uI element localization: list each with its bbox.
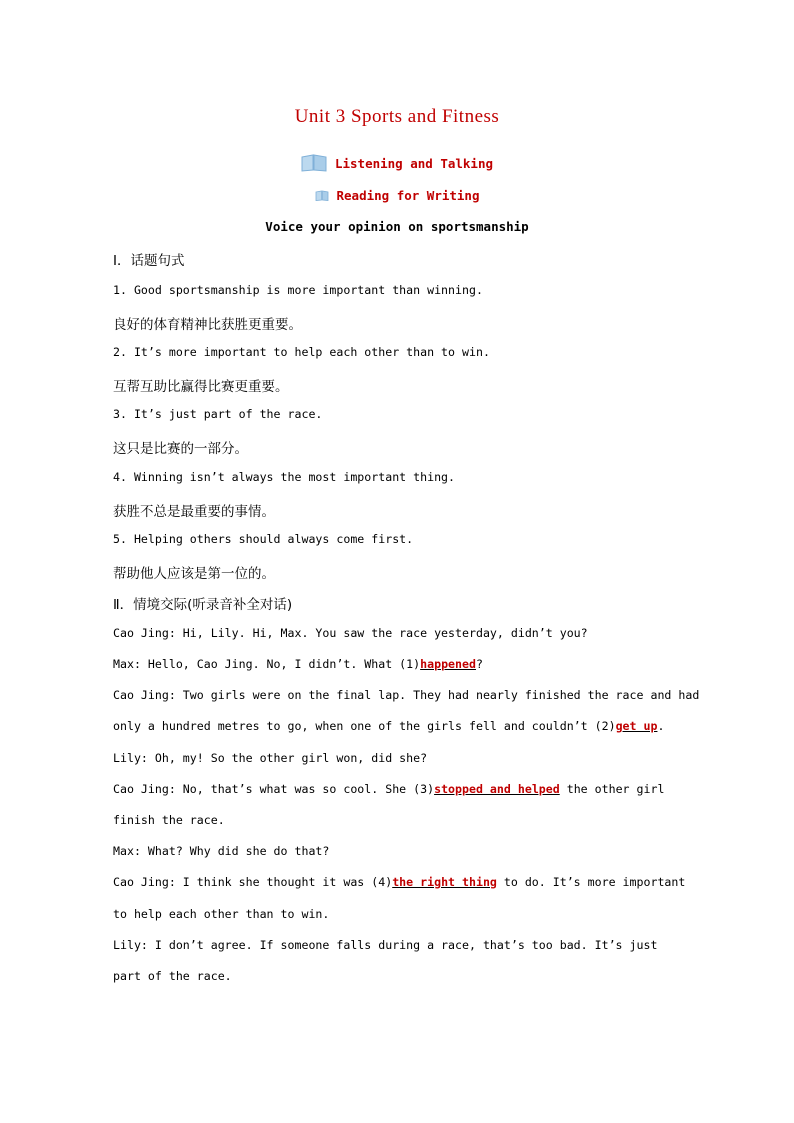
dialogue-line: part of the race. [113,969,232,983]
dialogue-line: Lily: I don’t agree. If someone falls during a race, that’s too bad. It’s just [113,938,658,952]
dialogue-text: ? [475,657,483,671]
sentence-en: 3. It’s just part of the race. [113,407,323,421]
book-icon [315,189,329,204]
dialogue-text: Cao Jing: No, that’s what was so cool. She (3) [113,782,435,796]
dialogue-text: to do. It’s more important [496,875,686,889]
sentence-cn: 获胜不总是最重要的事情。 [113,504,275,520]
section2-heading: Ⅱ．情境交际(听录音补全对话) [113,597,293,613]
dialogue-text: Max: Hello, Cao Jing. No, I didn’t. What (1) [113,657,421,671]
subtitle-listening-text: Listening and Talking [334,156,494,171]
topic-heading: Voice your opinion on sportsmanship [265,219,529,234]
dialogue-line [113,875,685,889]
subtitle-listening [0,154,794,175]
sentence-en: 4. Winning isn’t always the most important thing. [113,470,456,484]
dialogue-text: only a hundred metres to go, when one of the girls fell and couldn’t (2) [113,719,616,733]
dialogue-text: . [657,719,665,733]
dialogue-line: Cao Jing: Two girls were on the final lap. They had nearly finished the race and had [113,688,700,702]
sentence-cn: 帮助他人应该是第一位的。 [113,566,275,582]
subtitle-reading-text: Reading for Writing [336,188,480,203]
sentence-cn: 这只是比赛的一部分。 [113,441,248,457]
sentence-cn: 良好的体育精神比获胜更重要。 [113,317,302,333]
dialogue-text: Cao Jing: I think she thought it was (4) [113,875,393,889]
answer-3: stopped and helped [434,782,560,796]
dialogue-line: Cao Jing: Hi, Lily. Hi, Max. You saw the race yesterday, didn’t you? [113,626,588,640]
answer-4: the right thing [392,875,497,889]
answer-1: happened [420,657,476,671]
subtitle-reading [0,188,794,204]
page-title: Unit 3 Sports and Fitness [294,106,500,127]
sentence-en: 5. Helping others should always come first. [113,532,414,546]
dialogue-line [113,782,664,796]
dialogue-line: Max: What? Why did she do that? [113,844,330,858]
sentence-en: 2. It’s more important to help each other than to win. [113,345,490,359]
section1-heading: Ⅰ．话题句式 [113,253,185,269]
dialogue-line: Lily: Oh, my! So the other girl won, did she? [113,751,428,765]
sentence-cn: 互帮互助比赢得比赛更重要。 [113,379,289,395]
answer-2: get up [615,719,658,733]
dialogue-line [113,719,664,733]
dialogue-line: finish the race. [113,813,225,827]
sentence-en: 1. Good sportsmanship is more important than winning. [113,283,483,297]
dialogue-line [113,657,483,671]
book-icon [301,154,327,175]
dialogue-line: to help each other than to win. [113,907,330,921]
dialogue-text: the other girl [559,782,665,796]
